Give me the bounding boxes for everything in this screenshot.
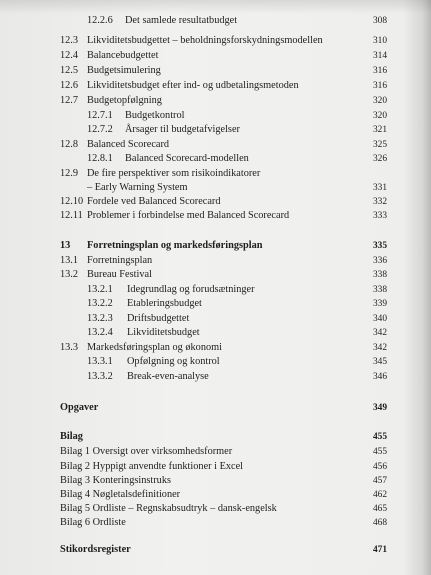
toc-entry	[0, 283, 431, 297]
toc-entry-title: Bilag	[60, 431, 83, 442]
toc-entry	[0, 138, 431, 152]
toc-entry-page: 455	[372, 447, 387, 457]
toc-entry-number: 13.3.2	[87, 371, 113, 382]
toc-entry-page: 455	[372, 432, 387, 442]
toc-entry-title: Balanced Scorecard	[87, 139, 170, 150]
toc-entry	[0, 502, 431, 516]
toc-entry-title: Fordele ved Balanced Scorecard	[87, 196, 221, 207]
toc-entry	[0, 370, 431, 384]
toc-entry-page: 314	[372, 51, 387, 61]
toc-entry	[0, 94, 431, 108]
toc-entry-page: 338	[372, 285, 387, 295]
toc-entry	[0, 14, 431, 28]
toc-entry-number: 12.5	[60, 65, 79, 76]
toc-entry	[0, 64, 431, 78]
toc-entry	[0, 474, 431, 488]
toc-entry	[0, 401, 431, 415]
toc-entry-number: 12.7.1	[87, 110, 113, 121]
toc-entry-title: Likviditetsbudgettet – beholdningsforskydningsmodellen	[87, 35, 323, 46]
toc-entry-number: 13.2.2	[87, 298, 113, 309]
toc-entry-page: 456	[372, 462, 387, 472]
toc-entry-title: Bureau Festival	[87, 269, 152, 280]
toc-entry-title: Budgetopfølgning	[87, 95, 162, 106]
toc-entry	[0, 297, 431, 311]
toc-entry-page: 468	[372, 518, 387, 528]
toc-entry-page: 471	[372, 545, 387, 555]
toc-entry	[0, 516, 431, 530]
toc-entry-title: Bilag 4 Nøgletalsdefinitioner	[60, 489, 181, 500]
toc-entry	[0, 239, 431, 253]
toc-entry-number: 12.7.2	[87, 124, 113, 135]
toc-entry-page: 316	[372, 66, 387, 76]
toc-entry	[0, 167, 431, 181]
toc-entry	[0, 195, 431, 209]
toc-entry-title: Årsager til budgetafvigelser	[125, 124, 240, 135]
toc-entry	[0, 488, 431, 502]
toc-entry-page: 331	[372, 183, 387, 193]
toc-entry-number: 12.9	[60, 168, 79, 179]
toc-entry-title: De fire perspektiver som risikoindikatorer	[87, 168, 261, 179]
toc-entry-page: 342	[372, 343, 387, 353]
toc-entry	[0, 445, 431, 459]
toc-entry	[0, 430, 431, 444]
toc-entry	[0, 109, 431, 123]
toc-entry	[0, 79, 431, 93]
toc-entry-page: 336	[372, 256, 387, 266]
toc-entry-number: 12.6	[60, 80, 79, 91]
toc-entry-title: Det samlede resultatbudget	[125, 15, 238, 26]
toc-entry	[0, 209, 431, 223]
toc-entry-page: 342	[372, 328, 387, 338]
toc-entry	[0, 268, 431, 282]
toc-entry-page: 465	[372, 504, 387, 514]
toc-entry-title: Opfølgning og kontrol	[127, 356, 220, 367]
toc-entry-title: Likviditetsbudget efter ind- og udbetalingsmetoden	[87, 80, 299, 91]
toc-entry-number: 13	[60, 240, 71, 251]
toc-entry-page: 333	[372, 211, 387, 221]
toc-entry	[0, 543, 431, 557]
toc-entry-title: Budgetkontrol	[125, 110, 185, 121]
toc-entry-number: 13.3	[60, 342, 79, 353]
toc-entry-title: Bilag 1 Oversigt over virksomhedsformer	[60, 446, 233, 457]
toc-entry-page: 325	[372, 140, 387, 150]
toc-entry-number: 12.8	[60, 139, 79, 150]
toc-entry-title: Bilag 3 Konteringsinstruks	[60, 475, 171, 486]
toc-entry-number: 12.4	[60, 50, 79, 61]
toc-entry-title: Bilag 5 Ordliste – Regnskabsudtryk – dansk-engelsk	[60, 503, 277, 514]
toc-entry-title: Idegrundlag og forudsætninger	[127, 284, 255, 295]
toc-entry-title: Forretningsplan og markedsføringsplan	[87, 240, 263, 251]
toc-entry-title: Stikordsregister	[60, 544, 131, 555]
toc-entry-number: 13.1	[60, 255, 79, 266]
toc-entry-title: Opgaver	[60, 402, 99, 413]
toc-entry-number: 13.2	[60, 269, 79, 280]
toc-entry-page: 345	[372, 357, 387, 367]
toc-entry-title: Problemer i forbindelse med Balanced Scorecard	[87, 210, 290, 221]
toc-entry-title: Balanced Scorecard-modellen	[125, 153, 249, 164]
toc-entry-title: Balancebudgettet	[87, 50, 159, 61]
toc-entry	[0, 355, 431, 369]
toc-entry-title: Bilag 2 Hyppigt anvendte funktioner i Excel	[60, 461, 244, 472]
page-top-shadow	[0, 0, 431, 14]
toc-entry-page: 332	[372, 197, 387, 207]
toc-entry	[0, 49, 431, 63]
toc-entry-page: 316	[372, 81, 387, 91]
toc-entry	[0, 326, 431, 340]
toc-entry-number: 12.7	[60, 95, 79, 106]
toc-entry-number: 12.11	[60, 210, 83, 221]
toc-entry-title: Budgetsimulering	[87, 65, 161, 76]
toc-entry-number: 13.3.1	[87, 356, 113, 367]
toc-entry-page: 457	[372, 476, 387, 486]
toc-entry-page: 338	[372, 270, 387, 280]
toc-entry	[0, 460, 431, 474]
toc-entry	[0, 152, 431, 166]
toc-entry-number: 12.3	[60, 35, 79, 46]
toc-entry	[0, 254, 431, 268]
toc-entry-title: Driftsbudgettet	[127, 313, 190, 324]
toc-entry-title: – Early Warning System	[87, 182, 188, 193]
toc-entry-title: Bilag 6 Ordliste	[60, 517, 126, 528]
toc-entry-page: 340	[372, 314, 387, 324]
toc-entry	[0, 341, 431, 355]
toc-entry-page: 310	[372, 36, 387, 46]
toc-entry-page: 321	[372, 125, 387, 135]
toc-entry-title: Break-even-analyse	[127, 371, 209, 382]
toc-entry	[0, 123, 431, 137]
toc-entry-page: 308	[372, 16, 387, 26]
toc-entry	[0, 181, 431, 195]
toc-entry-page: 462	[372, 490, 387, 500]
toc-entry-page: 349	[372, 403, 387, 413]
toc-entry-page: 320	[372, 111, 387, 121]
toc-entry	[0, 34, 431, 48]
toc-entry-title: Forretningsplan	[87, 255, 153, 266]
toc-entry-title: Etableringsbudget	[127, 298, 202, 309]
toc-entry-page: 320	[372, 96, 387, 106]
toc-entry-number: 12.8.1	[87, 153, 113, 164]
toc-entry-number: 13.2.1	[87, 284, 113, 295]
toc-entry-page: 335	[372, 241, 387, 251]
page-edge-shadow	[403, 0, 431, 575]
toc-entry-number: 13.2.4	[87, 327, 113, 338]
toc-entry-number: 12.10	[60, 196, 84, 207]
toc-entry-title: Markedsføringsplan og økonomi	[87, 342, 222, 353]
toc-entry-page: 346	[372, 372, 387, 382]
toc-entry-number: 13.2.3	[87, 313, 113, 324]
toc-entry	[0, 312, 431, 326]
toc-entry-title: Likviditetsbudget	[127, 327, 200, 338]
toc-entry-page: 326	[372, 154, 387, 164]
toc-entry-page: 339	[372, 299, 387, 309]
toc-entry-number: 12.2.6	[87, 15, 113, 26]
